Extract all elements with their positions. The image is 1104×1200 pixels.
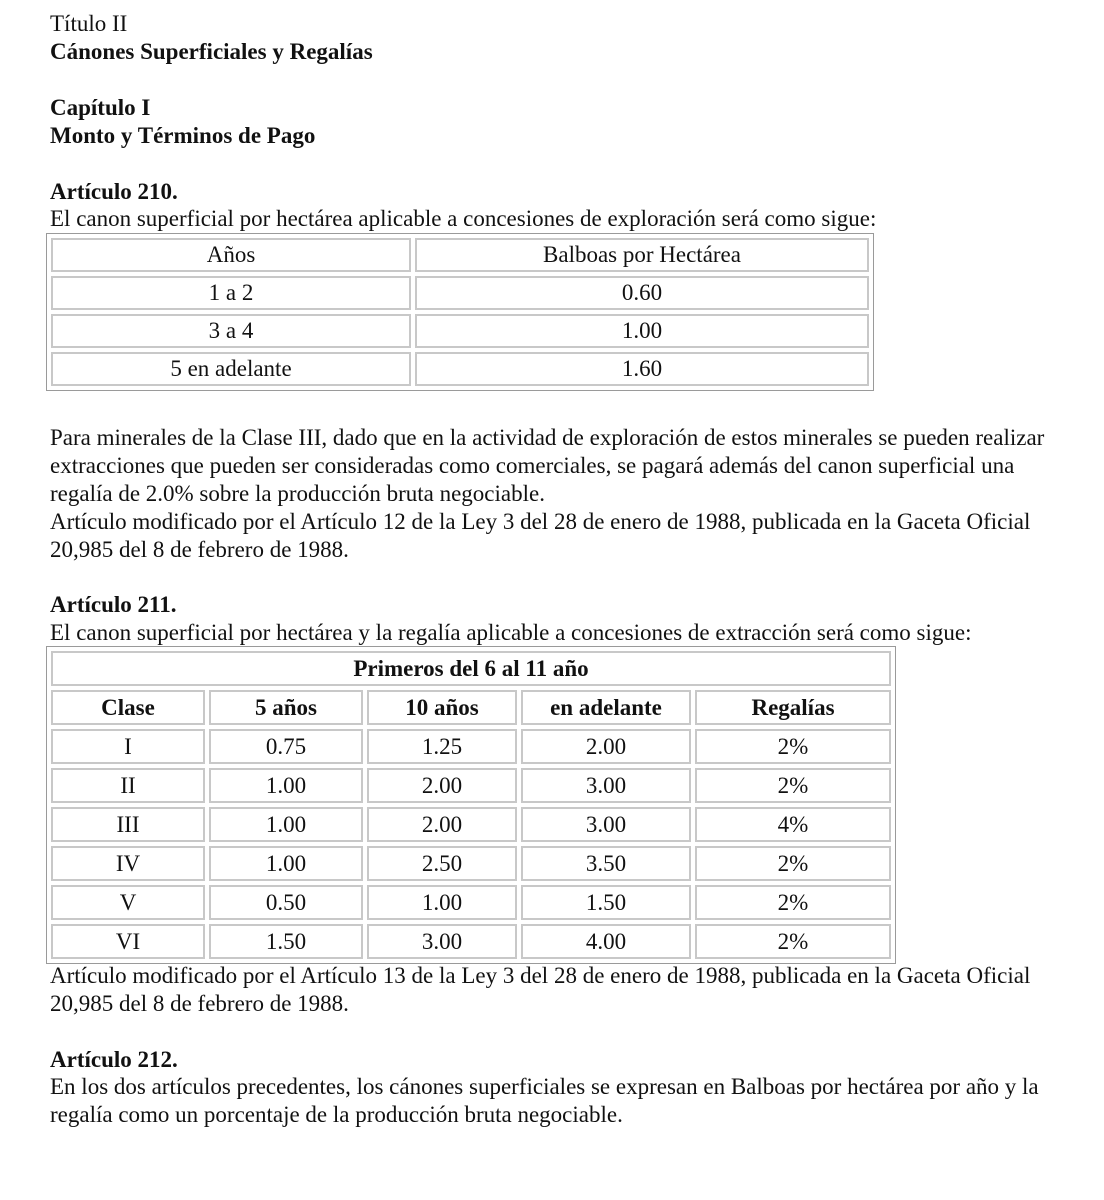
table-cell: V <box>51 885 205 920</box>
article-211-amendment-note: Artículo modificado por el Artículo 13 de la Ley 3 del 28 de enero de 1988, publicada en la Gaceta Oficial 20,985 del 8 de febrero de 1988. <box>50 963 1031 1016</box>
table-cell: 2.00 <box>367 768 517 803</box>
table-cell: 1.50 <box>521 885 691 920</box>
article-210-body <box>50 424 1060 564</box>
table-cell: II <box>51 768 205 803</box>
table-cell: 1.00 <box>209 846 363 881</box>
table-cell: 2.50 <box>367 846 517 881</box>
article-210-heading: Artículo 210. <box>50 179 178 204</box>
span-header-cell: Primeros del 6 al 11 año <box>51 651 891 686</box>
table-cell: 1.25 <box>367 729 517 764</box>
table-cell: 3 a 4 <box>51 314 411 348</box>
table-cell: 0.75 <box>209 729 363 764</box>
table-row <box>51 729 891 764</box>
table-cell: 4% <box>695 807 891 842</box>
table-cell: III <box>51 807 205 842</box>
table-cell: 2% <box>695 729 891 764</box>
exploration-fee-table <box>46 233 874 391</box>
table-cell: 2% <box>695 885 891 920</box>
table-cell: 2% <box>695 924 891 959</box>
table-cell: 1.00 <box>415 314 869 348</box>
table-cell: 3.00 <box>521 807 691 842</box>
table-cell: I <box>51 729 205 764</box>
table-cell: 1.00 <box>209 768 363 803</box>
table-cell: IV <box>51 846 205 881</box>
table-cell: 3.00 <box>367 924 517 959</box>
table-row <box>51 885 891 920</box>
header-cell-balboas: Balboas por Hectárea <box>415 238 869 272</box>
article-212-heading: Artículo 212. <box>50 1047 178 1072</box>
table-cell: 1.00 <box>209 807 363 842</box>
extraction-fee-table <box>46 646 896 964</box>
article-211-intro: El canon superficial por hectárea y la regalía aplicable a concesiones de extracción será como sigue: <box>50 620 972 645</box>
table-row <box>51 352 869 386</box>
header-cell-years: Años <box>51 238 411 272</box>
article-212-text: En los dos artículos precedentes, los cánones superficiales se expresan en Balboas por hectárea por año y la regalía como un porcentaje de la producción bruta negociable. <box>50 1074 1039 1127</box>
table-cell: 2% <box>695 768 891 803</box>
table-row <box>51 276 869 310</box>
table-header-row <box>51 690 891 725</box>
chapter-title: Monto y Términos de Pago <box>50 123 316 148</box>
table-cell: 2% <box>695 846 891 881</box>
header-cell-onward: en adelante <box>521 690 691 725</box>
table-cell: 1.00 <box>367 885 517 920</box>
chapter-heading: Capítulo I <box>50 95 151 120</box>
article-212-body <box>50 1073 1060 1129</box>
table-row <box>51 924 891 959</box>
header-cell-10-years: 10 años <box>367 690 517 725</box>
table-row <box>51 807 891 842</box>
header-cell-5-years: 5 años <box>209 690 363 725</box>
table-cell: 3.00 <box>521 768 691 803</box>
table-cell: 2.00 <box>367 807 517 842</box>
header-cell-royalties: Regalías <box>695 690 891 725</box>
article-211-body <box>50 962 1060 1018</box>
article-210-intro: El canon superficial por hectárea aplicable a concesiones de exploración será como sigue: <box>50 206 877 231</box>
class-iii-paragraph: Para minerales de la Clase III, dado que en la actividad de exploración de estos minerales se pueden realizar extracciones que pueden ser consideradas como comerciales, se pagará además del canon superficial una regalía de 2.0% sobre la producción bruta negociable. <box>50 425 1045 506</box>
table-row <box>51 314 869 348</box>
header-cell-class: Clase <box>51 690 205 725</box>
table-cell: VI <box>51 924 205 959</box>
table-row <box>51 768 891 803</box>
table-span-header-row <box>51 651 891 686</box>
table-cell: 2.00 <box>521 729 691 764</box>
table-cell: 0.60 <box>415 276 869 310</box>
title-subtitle: Cánones Superficiales y Regalías <box>50 39 373 64</box>
table-cell: 4.00 <box>521 924 691 959</box>
article-211-heading: Artículo 211. <box>50 592 177 617</box>
table-cell: 1.50 <box>209 924 363 959</box>
article-210-amendment-note: Artículo modificado por el Artículo 12 de la Ley 3 del 28 de enero de 1988, publicada en la Gaceta Oficial 20,985 del 8 de febrero de 1988. <box>50 509 1031 562</box>
table-cell: 3.50 <box>521 846 691 881</box>
table-row <box>51 846 891 881</box>
table-cell: 5 en adelante <box>51 352 411 386</box>
table-cell: 0.50 <box>209 885 363 920</box>
table-header-row <box>51 238 869 272</box>
table-cell: 1.60 <box>415 352 869 386</box>
table-cell: 1 a 2 <box>51 276 411 310</box>
title-line: Título II <box>50 11 128 36</box>
